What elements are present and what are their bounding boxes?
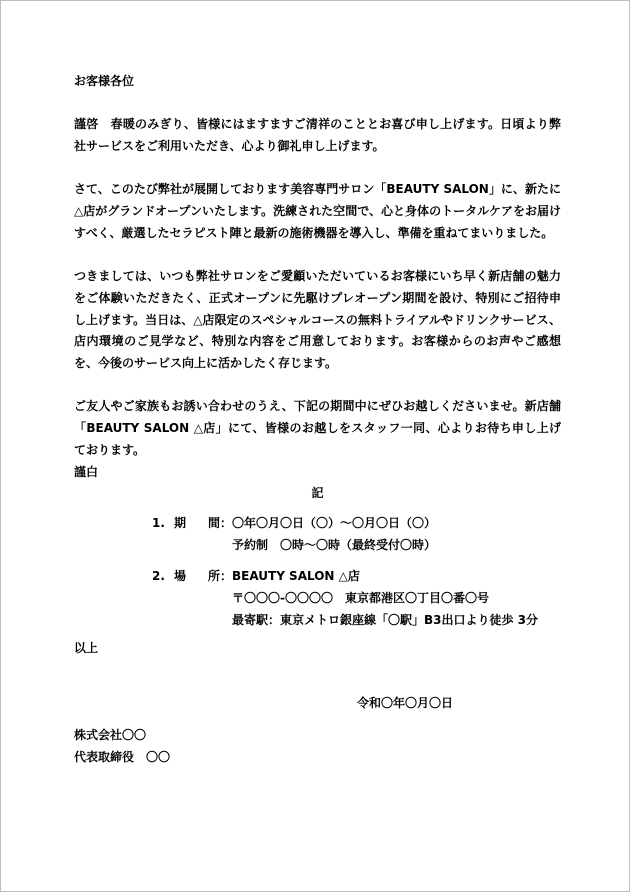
item-label (174, 513, 220, 535)
item-colon: ： (220, 569, 233, 584)
item-number: 2. (152, 569, 165, 584)
ki-heading: 記 (311, 486, 324, 501)
paragraph-greeting: 謹啓 春暖のみぎり、皆様にはますますご清祥のこととお喜び申し上げます。日頃より弊社サービスをご利用いただき、心より御礼申し上げます。 (74, 117, 561, 154)
item-colon: ： (220, 516, 233, 530)
item-number: 1. (152, 516, 165, 530)
ijo: 以上 (74, 640, 99, 655)
closing-word: 謹白 (74, 464, 99, 479)
item-label-char: 間 (207, 516, 220, 530)
paragraph-announcement: さて、このたび弊社が展開しております美容専門サロン「BEAUTY SALON」に、新たに△店がグランドオープンいたします。洗練された空間で、心と身体のトータルケアをお届けすべく、厳選したセラピスト陣と最新の施術機器を導入し、準備を重ねてまいりました。 (74, 182, 561, 240)
representative-name: 代表取締役 〇〇 (74, 749, 171, 764)
item-label-char: 場 (174, 569, 187, 584)
reservation-note: 予約制 〇時～〇時（最終受付〇時） (232, 537, 437, 552)
issue-date: 令和〇年〇月〇日 (357, 696, 454, 711)
paragraph-closing-request: ご友人やご家族もお誘い合わせのうえ、下記の期間中にぜひお越しくださいませ。新店舗「BEAUTY SALON △店」にて、皆様のお越しをスタッフ一同、心よりお待ち申し上げております。 (74, 399, 561, 457)
paragraph-invitation: つきましては、いつも弊社サロンをご愛顧いただいているお客様にいち早く新店舗の魅力をご体験いただきたく、正式オープンに先駆けプレオープン期間を設け、特別にご招待申し上げます。当日は、△店限定のスペシャルコースの無料トライアルやドリンクサービス、店内環境のご見学など、特別な内容をご用意しております。お客様からのお声やご感想を、今後のサービス向上に活かしたく存じます。 (74, 269, 561, 371)
company-name: 株式会社〇〇 (74, 727, 147, 742)
item-label (174, 566, 220, 588)
nearest-station-line: 最寄駅：東京メトロ銀座線「〇駅」B3出口より徒歩 3分 (232, 612, 539, 627)
item-label-char: 期 (174, 516, 187, 530)
details-list (152, 513, 572, 632)
detail-item-location (152, 566, 572, 588)
letter-body (74, 71, 561, 768)
item-label-char: 所 (207, 569, 220, 584)
address-line: 〒〇〇〇-〇〇〇〇 東京都港区〇丁目〇番〇号 (232, 591, 489, 606)
location-value: BEAUTY SALON △店 (232, 569, 360, 584)
period-value: 〇年〇月〇日（〇）～〇月〇日（〇） (232, 516, 437, 530)
salutation: お客様各位 (74, 74, 135, 88)
detail-item-period (152, 513, 572, 535)
